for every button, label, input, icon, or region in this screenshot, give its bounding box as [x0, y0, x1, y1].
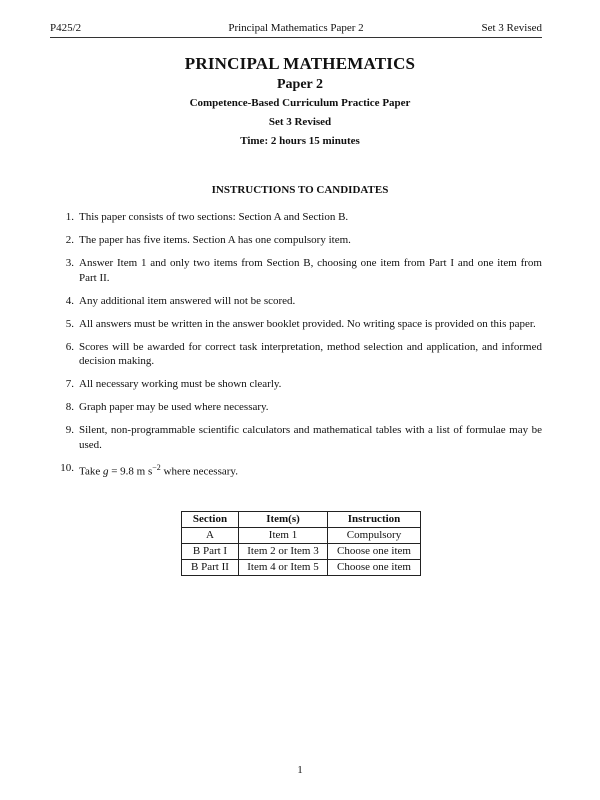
instruction-text: The paper has five items. Section A has one compulsory item. [79, 234, 351, 246]
table-cell: Choose one item [328, 560, 421, 576]
instruction-text: Scores will be awarded for correct task interpretation, method selection and application, and informed decision making. [79, 340, 542, 367]
instruction-text: Graph paper may be used where necessary. [79, 401, 269, 413]
set-line: Set 3 Revised [268, 116, 332, 128]
instruction-item [50, 377, 542, 392]
gravity-value: = 9.8 m s [108, 465, 153, 478]
instruction-item [50, 294, 542, 309]
table-cell: Item 2 or Item 3 [239, 544, 328, 560]
instruction-item [50, 423, 542, 452]
instruction-number: 7. [65, 378, 74, 390]
table-row [182, 544, 421, 560]
instruction-text: Silent, non-programmable scientific calculators and mathematical tables with a list of formulae may be used. [79, 424, 542, 451]
table-header-cell: Instruction [328, 512, 421, 528]
instruction-item [50, 400, 542, 415]
gravity-exponent: −2 [152, 462, 161, 472]
instruction-text [79, 461, 542, 479]
table-cell: Item 1 [239, 528, 328, 544]
instruction-text: Answer Item 1 and only two items from Section B, choosing one item from Part I and one item from Part II. [79, 257, 542, 284]
instruction-text: All necessary working must be shown clearly. [79, 378, 282, 390]
instruction-item [50, 233, 542, 248]
instruction-item [50, 210, 542, 225]
gravity-variable: g [102, 465, 109, 478]
instruction-item [50, 256, 542, 285]
table-cell: B Part I [182, 544, 239, 560]
header-title: Principal Mathematics Paper 2 [228, 22, 364, 34]
table-cell: A [182, 528, 239, 544]
instruction-number: 5. [65, 317, 74, 330]
header-code: P425/2 [50, 22, 82, 34]
instruction-text: This paper consists of two sections: Section A and Section B. [79, 211, 349, 223]
table-row [182, 560, 421, 576]
page-number: 1 [297, 764, 303, 776]
instruction-number: 8. [65, 401, 74, 413]
section-summary-table [181, 511, 421, 576]
time-line: Time: 2 hours 15 minutes [240, 135, 360, 147]
main-title: PRINCIPAL MATHEMATICS [184, 54, 416, 73]
paper-title: Paper 2 [276, 77, 323, 92]
instruction-text: All answers must be written in the answer booklet provided. No writing space is provided on this paper. [79, 317, 536, 330]
instruction-item [50, 461, 542, 479]
instructions-list [50, 210, 542, 487]
curriculum-line: Competence-Based Curriculum Practice Paper [189, 97, 411, 109]
table-cell: Choose one item [328, 544, 421, 560]
instruction-number: 10. [60, 461, 74, 474]
table-row [182, 528, 421, 544]
table-header-cell: Item(s) [239, 512, 328, 528]
table-header-cell: Section [182, 512, 239, 528]
table-cell: B Part II [182, 560, 239, 576]
instruction-number: 2. [65, 234, 74, 246]
instruction-number: 1. [65, 211, 74, 223]
table-cell: Compulsory [328, 528, 421, 544]
instruction-number: 4. [65, 294, 74, 307]
instruction-item [50, 317, 542, 332]
gravity-suffix: where necessary. [160, 465, 238, 478]
instructions-heading: INSTRUCTIONS TO CANDIDATES [211, 184, 389, 196]
running-header [50, 21, 542, 38]
header-set: Set 3 Revised [481, 22, 542, 34]
table-cell: Item 4 or Item 5 [239, 560, 328, 576]
table-header-row [182, 512, 421, 528]
instruction-text: Any additional item answered will not be scored. [79, 294, 296, 307]
instruction-number: 3. [65, 257, 74, 269]
instruction-number: 6. [65, 340, 74, 353]
instruction-item [50, 340, 542, 369]
gravity-prefix: Take [79, 465, 103, 478]
title-block [0, 54, 600, 151]
instruction-number: 9. [65, 424, 74, 436]
